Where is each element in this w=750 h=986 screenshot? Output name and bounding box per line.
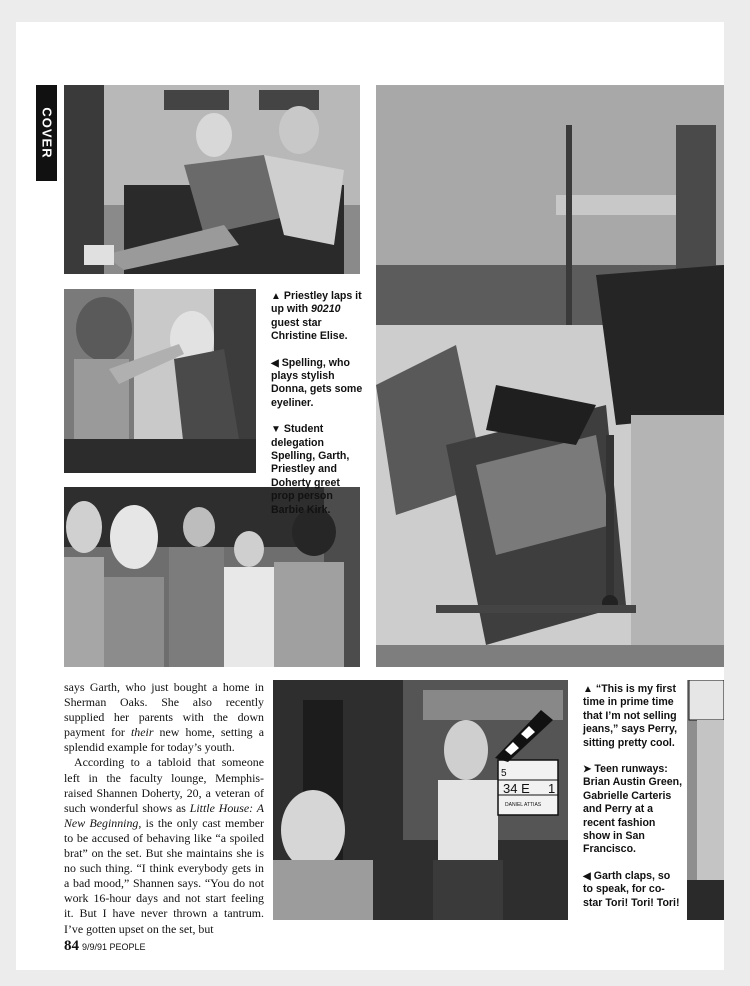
article-body xyxy=(64,680,264,937)
section-tab: COVER xyxy=(36,85,57,181)
caption-teen-runways: ➤ Teen runways: Brian Austin Green, Gabrielle Carteris and Perry at a recent fashion show in San Francisco. xyxy=(583,763,683,856)
photo-couch-icon xyxy=(64,85,360,274)
photo-clapper-icon xyxy=(273,680,568,920)
caption-student-delegation: ▼ Student delegation Spelling, Garth, Priestley and Doherty greet prop person Barbie Kirk. xyxy=(271,423,350,516)
caption-priestley: ▲ Priestley laps it up with 90210 guest star Christine Elise. xyxy=(271,290,362,343)
caption-perry: ▲ “This is my first time in prime time that I’m not selling jeans,” says Perry, sitting pretty cool. xyxy=(583,683,678,749)
photo-perry-chair xyxy=(376,85,724,667)
photo-teen-runway xyxy=(687,680,724,920)
photo-priestley-elise xyxy=(64,85,360,274)
photo-chair-icon xyxy=(376,85,724,667)
photo-makeup-icon xyxy=(64,289,256,473)
article-paragraph-2: According to a tabloid that someone left in the faculty lounge, Memphis-raised Shannen Doherty, 20, a veteran of such wonderful shows as Little House: A New Beginning, is the only cast member to be accused of behaving like “a spoiled brat” on the set. But she maintains she is no such thing. “I think everybody gets in a bad mood,” Shannen says. “You do not work 16-hour days and not start feeling it. But I have never thrown a tantrum. I’ve gotten upset on the set, but xyxy=(64,755,265,936)
photo-spelling-eyeliner xyxy=(64,289,256,473)
clapper-director: DANIEL ATTIAS xyxy=(505,802,542,808)
caption-garth-claps: ◀ Garth claps, so to speak, for co-star Tori! Tori! Tori! xyxy=(583,869,680,909)
article-paragraph-1: says Garth, who just bought a home in Sherman Oaks. She also recently supplied her parents with the down payment for their new home, setting a splendid example for today’s youth. xyxy=(64,680,264,755)
clapper-scene: 34 E xyxy=(503,781,530,796)
clapper-take: 1 xyxy=(548,781,556,796)
page-number: 84 xyxy=(64,938,79,954)
photo-runway-icon xyxy=(687,680,724,920)
page-folio xyxy=(64,938,146,955)
issue-date: 9/9/91 PEOPLE xyxy=(82,942,146,952)
caption-spelling: ◀ Spelling, who plays stylish Donna, gets some eyeliner. xyxy=(271,356,363,409)
photo-garth-clapper xyxy=(273,680,568,920)
clapper-slate-number: 5 xyxy=(501,768,507,779)
top-captions xyxy=(271,290,366,530)
bottom-captions xyxy=(583,683,683,923)
